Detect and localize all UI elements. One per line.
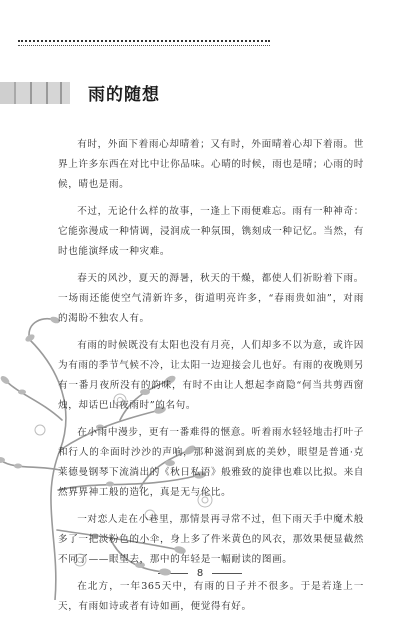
paragraph: 有雨的时候既没有太阳也没有月亮，人们却多不以为意，或许因为有雨的季节气候不冷，让太阳一边迎接会儿也好。有雨的夜晚则另有一番月夜所没有的韵味，有时不由让人想起李商隐“何当共剪西窗烛，却话巴山夜雨时”的名句。	[58, 340, 364, 411]
page-number: 8	[196, 568, 204, 579]
page-title: 雨的随想	[88, 85, 160, 105]
paragraph: 不过，无论什么样的故事，一逢上下雨便难忘。雨有一种神奇：它能弥漫成一种情调，浸润成一种氛围，镌刻成一种记忆。当然，有时也能演绎成一种灾难。	[58, 206, 364, 257]
band-stripe	[30, 82, 32, 104]
section-header-band	[0, 82, 70, 104]
paragraph: 一对恋人走在小巷里，那情景再寻常不过，但下雨天手中魔术般多了一把淡粉色的小伞，身上多了件米黄色的风衣，那效果便显截然不同了——眼望去，那中的年轻是一幅耐读的图画。	[58, 514, 364, 565]
paragraph: 春天的风沙，夏天的溽暑，秋天的干燥，都使人们祈盼着下雨。一场雨还能使空气清新许多，街道明亮许多，“春雨贵如油”，对雨的渴盼不独农人有。	[58, 273, 364, 324]
article-body	[58, 135, 364, 624]
paragraph: 有时，外面下着雨心却晴着；又有时，外面晴着心却下着雨。世界上许多东西在对比中让你品味。心晴的时候，雨也是晴；心雨的时候，晴也是雨。	[58, 139, 364, 190]
top-dotted-rule	[18, 40, 270, 42]
paragraph: 在北方，一年365天中，有雨的日子并不很多。于是若逢上一天，有雨如诗或者有诗如画，便觉得有好。	[58, 581, 364, 612]
paragraph: 在小雨中漫步，更有一番难得的惬意。听着雨水轻轻地击打叶子和行人的伞面时沙沙的声响，那种滋润到底的美妙，眼望是普通·克莱德曼钢琴下流淌出的《秋日私语》般雅致的旋律也难以比拟。来自然界界神工般的造化，真是无与伦比。	[58, 427, 364, 498]
band-stripe	[46, 82, 48, 104]
top-dotted-rule-thin	[18, 45, 270, 46]
band-stripe	[60, 82, 62, 104]
